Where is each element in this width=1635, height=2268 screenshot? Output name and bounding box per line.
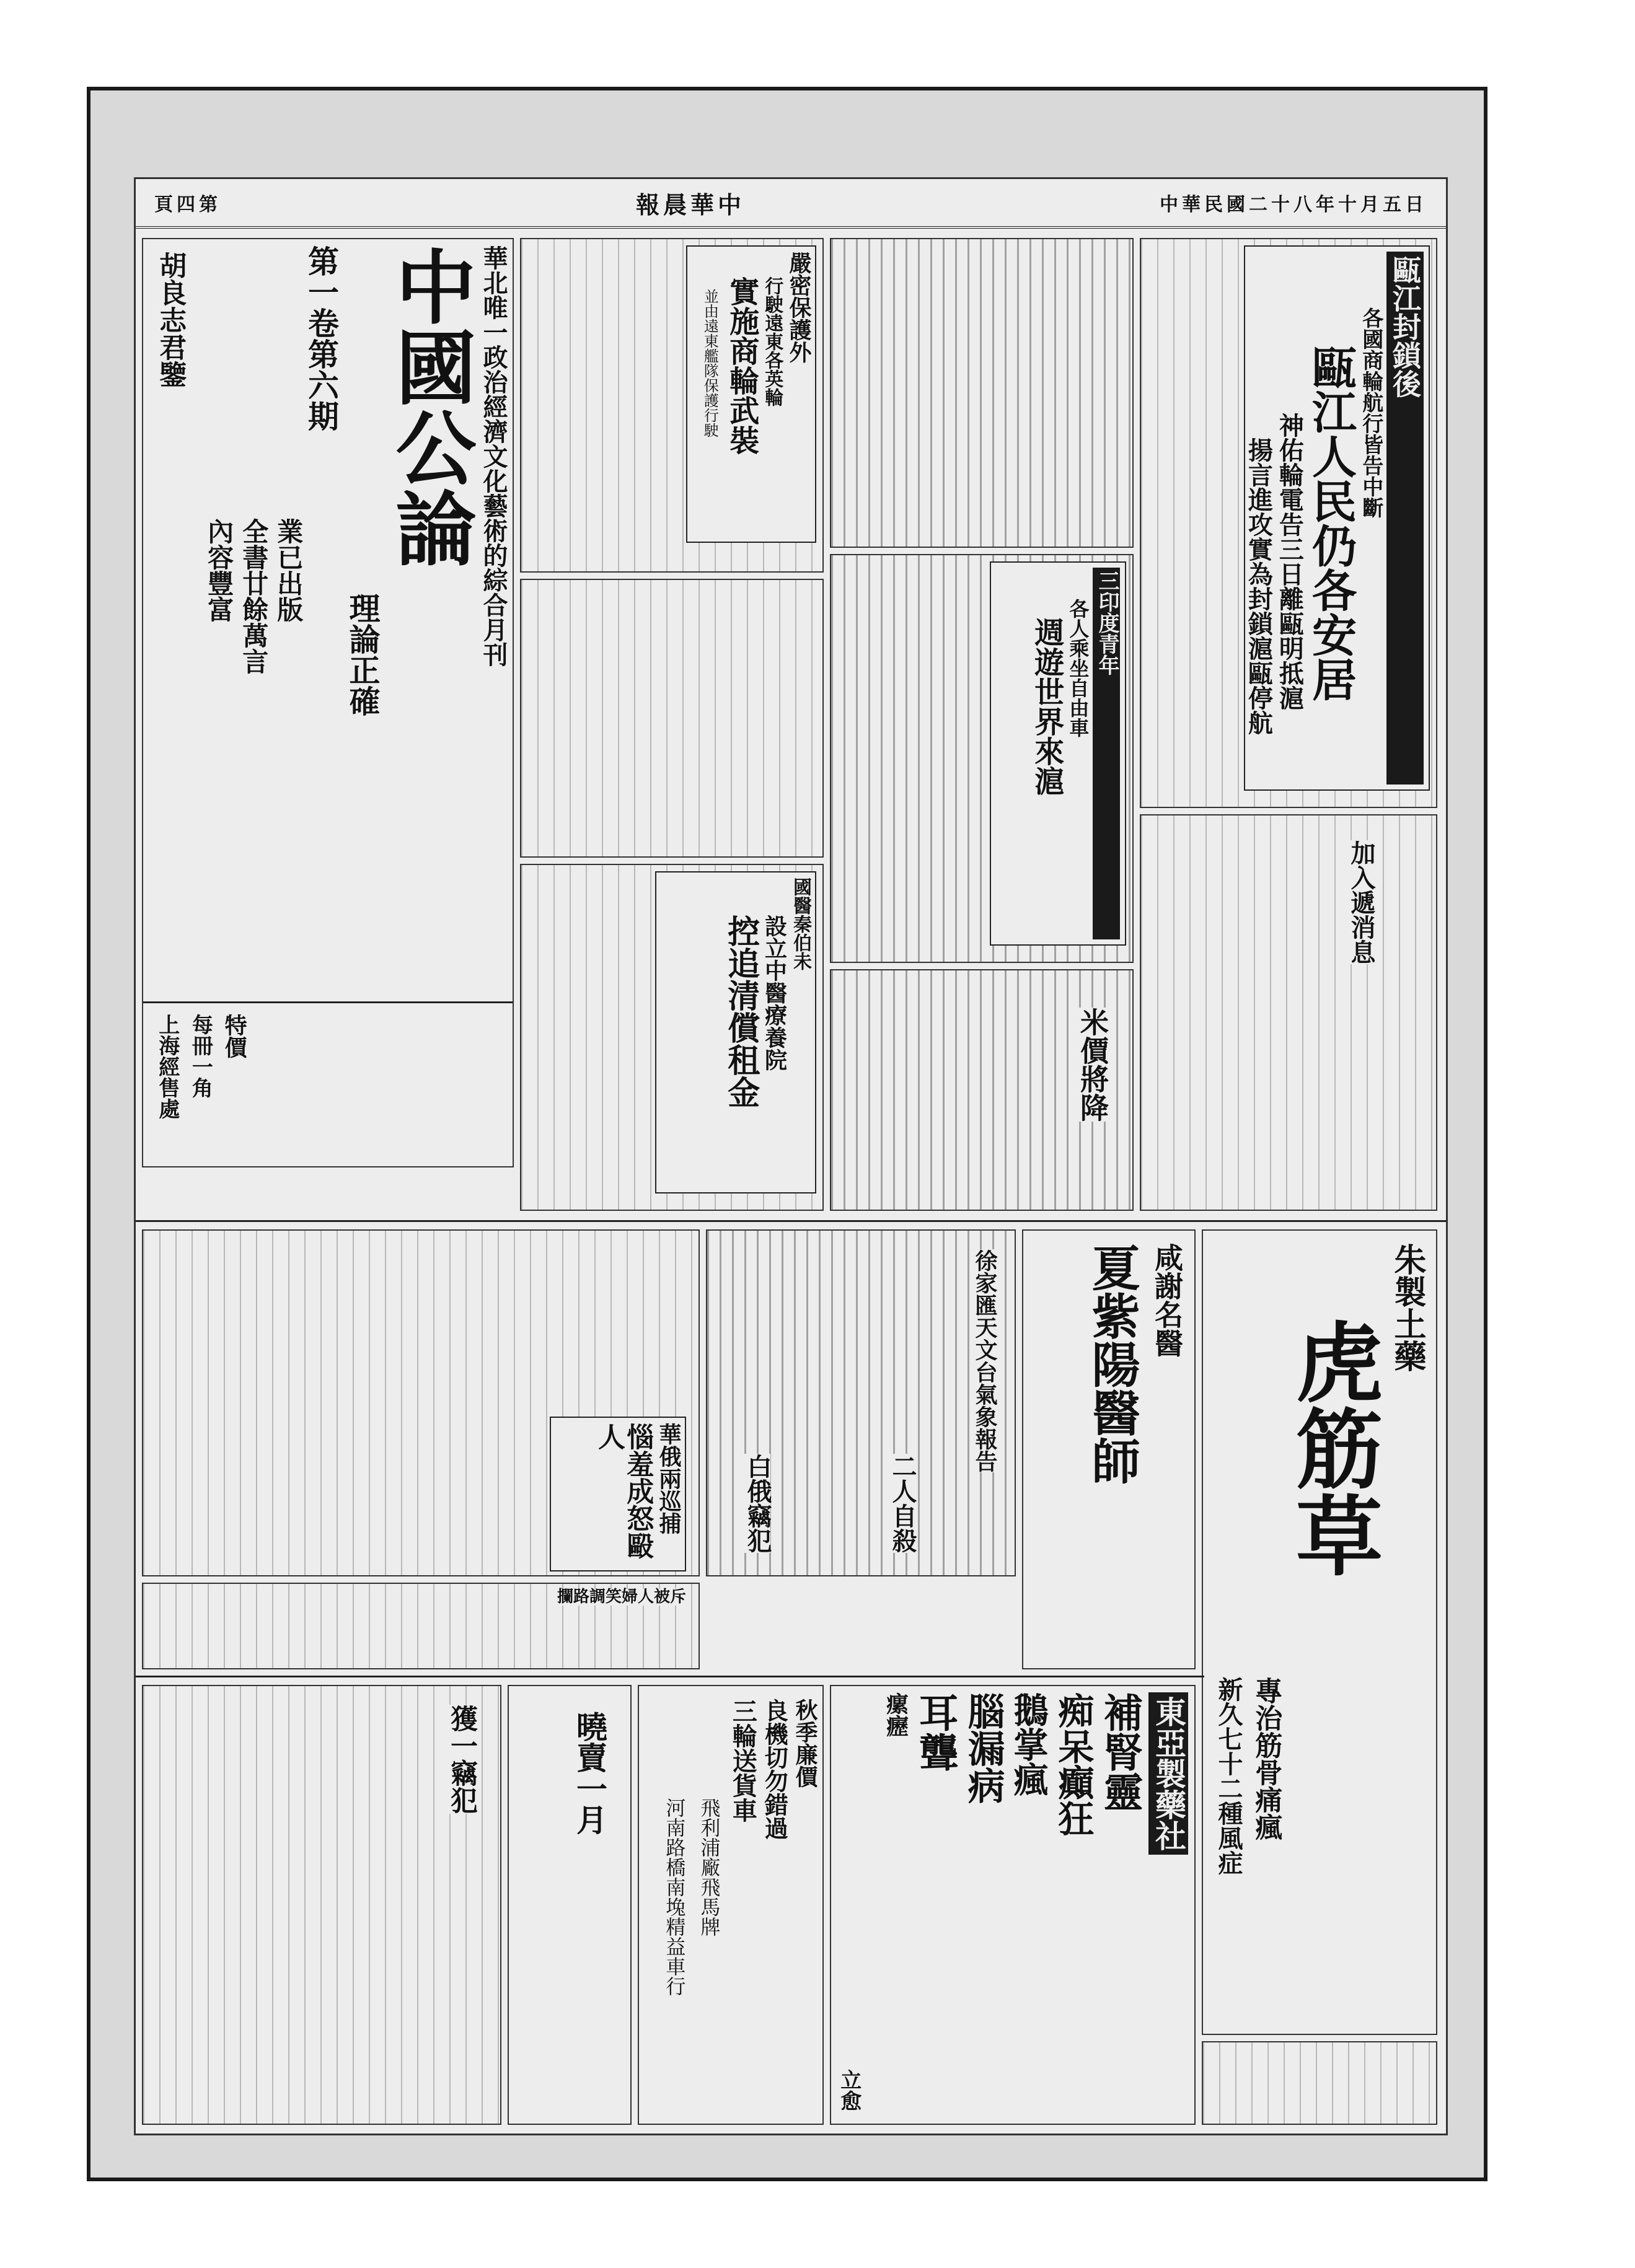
shipping-sub: 並由遠東艦隊保護行駛	[701, 289, 719, 437]
vehicle-address: 河南路橋南堍精益車行	[663, 1798, 687, 1996]
magazine-special: 特價	[221, 1014, 248, 1058]
local-headline-4: 惱羞成怒毆人	[593, 1423, 654, 1559]
shipping-story	[520, 238, 824, 573]
magazine-ad	[142, 238, 514, 1167]
clinic-ad	[520, 864, 824, 1211]
clinic-subhead: 設立中醫療養院	[761, 915, 788, 1071]
section-tag: 甌江封鎖後	[1386, 252, 1424, 785]
local-headline-7: 白俄竊犯	[743, 1454, 772, 1553]
medicine-product6: 瘰癧	[883, 1692, 909, 1737]
shipping-kicker: 行駛遠東各英輪	[761, 276, 783, 407]
vehicle-season: 秋季廉價	[792, 1699, 818, 1788]
magazine-status: 業已出版	[273, 518, 304, 622]
page-number: 頁四第	[154, 194, 221, 216]
paper-name: 報晨華中	[635, 190, 745, 219]
medicine-product3: 鵝掌瘋	[1008, 1692, 1049, 1796]
news-columns-right2	[1140, 814, 1437, 1211]
medicine-cure: 立愈	[836, 2069, 862, 2111]
lottery-text: 曉賣一月	[571, 1711, 608, 1835]
medicine-product4: 腦漏病	[961, 1692, 1005, 1804]
medicine-brand: 東亞製藥社	[1148, 1692, 1189, 1855]
lead-headline-group	[1244, 245, 1430, 791]
magazine-editor-note: 胡良志君鑒	[154, 252, 187, 388]
news-columns-row2	[520, 579, 824, 858]
fight-headline-group	[550, 1417, 686, 1571]
lead-sub2: 揚言進攻實為封鎖滬甌停航	[1244, 437, 1274, 735]
magazine-price: 每冊一角	[188, 1014, 213, 1098]
local-headline-1: 米價將降	[1076, 1008, 1109, 1122]
magazine-intro: 華北唯一政治經濟文化藝術的綜合月刊	[479, 245, 508, 667]
magazine-issue: 第一卷第六期	[303, 245, 340, 431]
vehicle-brand: 飛利浦廠飛馬牌	[697, 1798, 721, 1936]
lead-kicker: 各國商輪航行皆告中斷	[1358, 307, 1383, 518]
local-headline-2: 加入遞消息	[1347, 840, 1376, 964]
clinic-headline-group	[655, 871, 816, 1193]
magazine-title: 中國公論	[382, 245, 477, 568]
news-columns-top	[830, 238, 1134, 548]
herb-ad	[1202, 1229, 1437, 2035]
travel-headline-group	[990, 561, 1126, 946]
clinic-headline: 控追清償租金	[721, 915, 760, 1108]
local-headline-6: 攔路調笑婦人被斥	[557, 1588, 686, 1606]
lead-headline: 甌江人民仍各安居	[1305, 345, 1358, 701]
local-headline-3: 徐家匯天文台氣象報告	[972, 1249, 998, 1472]
bottom-news-left	[142, 1685, 501, 2125]
vehicle-product: 三輪送貨車	[728, 1699, 758, 1822]
travel-headline: 週遊世界來滬	[1029, 617, 1064, 796]
rice-price-story	[830, 969, 1134, 1211]
magazine-tagline1: 理論正確	[344, 592, 381, 716]
newspaper-page	[134, 177, 1448, 2135]
medicine-product2: 痴呆癲狂	[1052, 1692, 1095, 1836]
herb-maker: 朱製土藥	[1388, 1243, 1426, 1372]
magazine-wordcount: 全書廿餘萬言	[239, 518, 270, 674]
lead-sub1: 神佑輪電告三日離甌明抵滬	[1275, 413, 1305, 710]
weather-report	[706, 1229, 1016, 1576]
medicine-product1: 補腎靈	[1096, 1692, 1144, 1811]
travel-kicker: 各人乘坐自由車	[1066, 599, 1090, 737]
local-headline-5: 華俄兩巡捕	[656, 1423, 682, 1534]
shipping-headline: 實施商輪武裝	[724, 276, 759, 455]
local-headline-8: 二人自殺	[888, 1454, 917, 1553]
travel-story	[830, 554, 1134, 963]
vehicle-headline: 良機切勿錯過	[760, 1699, 789, 1840]
publication-date: 中華民國二十八年十月五日	[1159, 194, 1427, 216]
assault-story	[142, 1583, 700, 1669]
shipping-tag: 嚴密保護外	[786, 252, 812, 363]
herb-note: 新久七十二種風症	[1214, 1677, 1243, 1875]
shipping-headline-group	[686, 245, 816, 543]
magazine-tagline2: 內容豐富	[204, 518, 235, 622]
vehicle-ad	[638, 1685, 824, 2125]
masthead	[136, 179, 1446, 229]
travel-tag: 三印度青年	[1093, 568, 1120, 939]
magazine-agent: 上海經售處	[154, 1014, 180, 1119]
microfilm-scan	[87, 87, 1487, 2181]
herb-ad-foot	[1202, 2041, 1437, 2125]
film-edge	[0, 0, 87, 2268]
herb-claim: 專治筋骨痛瘋	[1250, 1677, 1282, 1840]
herb-product: 虎筋草	[1281, 1317, 1383, 1578]
doctor-name: 夏紫陽醫師	[1083, 1243, 1140, 1485]
lottery-ad	[508, 1685, 632, 2125]
lead-story	[1140, 238, 1437, 808]
doctor-ad	[1022, 1229, 1196, 1669]
middle-news-left	[142, 1229, 700, 1576]
medicine-product5: 耳聾	[912, 1692, 959, 1772]
medicine-ad	[830, 1685, 1196, 2125]
doctor-title: 咸謝名醫	[1150, 1243, 1184, 1357]
clinic-tag: 國醫秦伯未	[790, 877, 811, 970]
theft-story: 獲一竊犯	[446, 1705, 477, 1814]
